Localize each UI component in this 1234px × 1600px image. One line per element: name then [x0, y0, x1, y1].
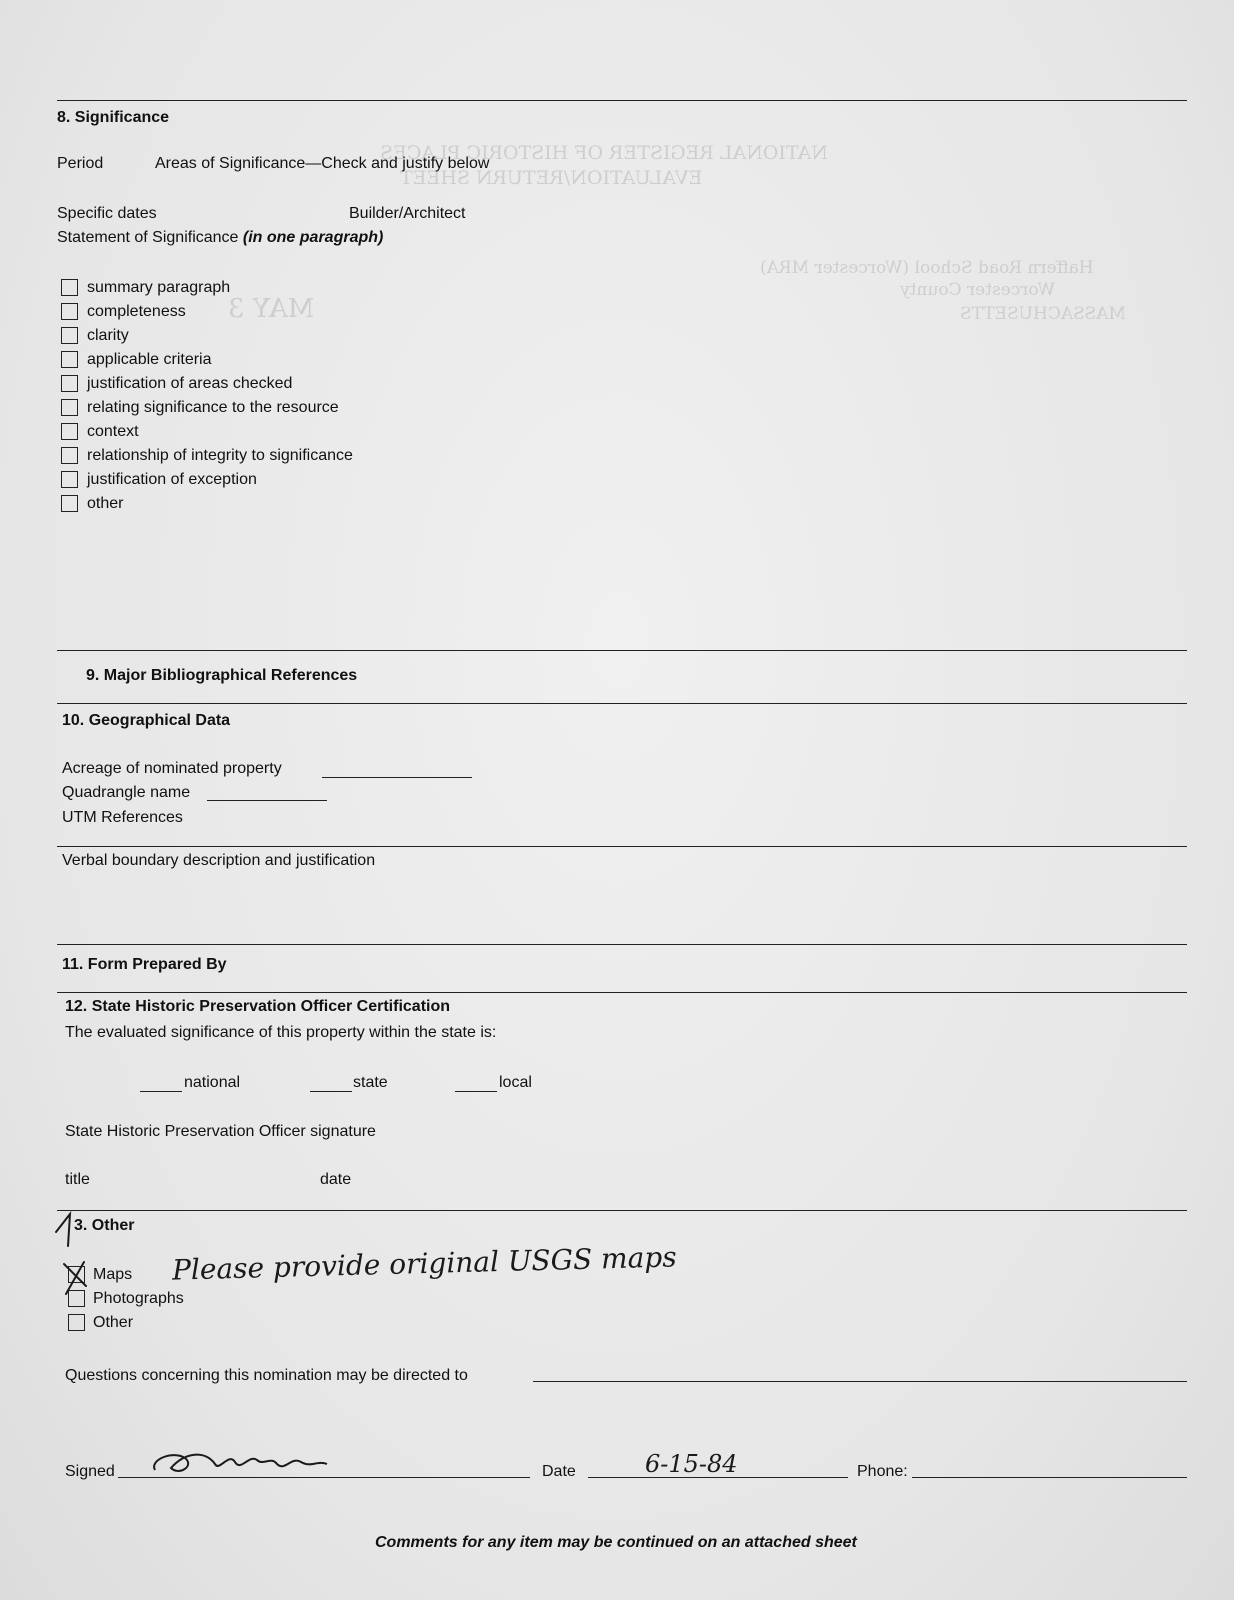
section-11-rule	[57, 944, 1187, 945]
section-8-heading: 8. Significance	[57, 109, 170, 126]
maps-check-mark	[60, 1258, 92, 1298]
phone-field[interactable]	[912, 1477, 1187, 1478]
section-12-heading: 12. State Historic Preservation Officer Certification	[65, 998, 451, 1015]
other-label: Maps	[93, 1266, 133, 1283]
section-10-rule	[57, 703, 1187, 704]
bleed-through-county: Worcester County	[900, 280, 1055, 300]
section-12-rule	[57, 992, 1187, 993]
questions-label: Questions concerning this nomination may be directed to	[65, 1367, 468, 1384]
statement-of-significance-label	[57, 230, 383, 246]
verbal-boundary-label: Verbal boundary description and justification	[62, 852, 376, 869]
checklist-checkbox[interactable]	[61, 303, 78, 320]
checklist-label: applicable criteria	[87, 351, 212, 368]
date-label: date	[320, 1171, 352, 1188]
builder-architect-label: Builder/Architect	[349, 205, 466, 222]
section-8-rule	[57, 100, 1187, 101]
section-9-heading: 9. Major Bibliographical References	[86, 667, 358, 684]
checklist-checkbox[interactable]	[61, 399, 78, 416]
checklist-checkbox[interactable]	[61, 375, 78, 392]
state-blank[interactable]	[310, 1091, 352, 1092]
footer-date-label: Date	[542, 1463, 576, 1480]
other-label: Other	[93, 1314, 134, 1331]
section-12-intro: The evaluated significance of this property within the state is:	[65, 1024, 497, 1041]
checklist-label: other	[87, 495, 124, 512]
questions-field[interactable]	[533, 1381, 1187, 1382]
checklist-label: relationship of integrity to significance	[87, 447, 353, 464]
bleed-through-subtitle: EVALUATION/RETURN SHEET	[400, 167, 703, 189]
other-checkbox[interactable]	[68, 1314, 85, 1331]
specific-dates-label: Specific dates	[57, 205, 157, 222]
shpo-signature-label: State Historic Preservation Officer signature	[65, 1123, 376, 1140]
section-11-heading: 11. Form Prepared By	[62, 956, 227, 973]
checklist-checkbox[interactable]	[61, 495, 78, 512]
section-13-rule	[57, 1210, 1187, 1211]
checklist-checkbox[interactable]	[61, 471, 78, 488]
level-local: local	[499, 1074, 532, 1091]
quadrangle-label: Quadrangle name	[62, 784, 191, 801]
section-10-heading: 10. Geographical Data	[62, 712, 231, 729]
checklist-label: summary paragraph	[87, 279, 231, 296]
checklist-checkbox[interactable]	[61, 447, 78, 464]
phone-label: Phone:	[857, 1463, 908, 1480]
handwritten-one-mark	[52, 1210, 82, 1248]
checklist-checkbox[interactable]	[61, 351, 78, 368]
local-blank[interactable]	[455, 1091, 497, 1092]
checklist-label: relating significance to the resource	[87, 399, 339, 416]
checklist-checkbox[interactable]	[61, 423, 78, 440]
section-13-heading: 3. Other	[74, 1217, 135, 1234]
quadrangle-field[interactable]	[207, 800, 327, 801]
acreage-label: Acreage of nominated property	[62, 760, 282, 777]
verbal-boundary-rule	[57, 846, 1187, 847]
handwritten-signature	[145, 1442, 345, 1482]
bleed-through-stamp: MAY 3	[228, 294, 315, 324]
statement-label-note: (in one paragraph)	[242, 229, 384, 246]
checklist-label: completeness	[87, 303, 186, 320]
checklist-label: clarity	[87, 327, 129, 344]
checklist-checkbox[interactable]	[61, 327, 78, 344]
checklist-label: justification of exception	[87, 471, 257, 488]
bleed-through-property: Haffern Road School (Worcester MRA)	[760, 258, 1094, 278]
statement-label-text: Statement of Significance	[57, 229, 239, 246]
bleed-through-title: NATIONAL REGISTER OF HISTORIC PLACES	[380, 142, 828, 164]
other-label: Photographs	[93, 1290, 184, 1307]
checklist-checkbox[interactable]	[61, 279, 78, 296]
acreage-field[interactable]	[322, 777, 472, 778]
handwritten-note: Please provide original USGS maps	[171, 1240, 677, 1287]
areas-of-significance-label: Areas of Significance—Check and justify below	[155, 155, 490, 172]
checklist-label: justification of areas checked	[87, 375, 293, 392]
title-label: title	[65, 1171, 90, 1188]
section-9-rule	[57, 650, 1187, 651]
signed-label: Signed	[65, 1463, 115, 1480]
bleed-through-state: MASSACHUSETTS	[960, 304, 1126, 324]
footer-date-value: 6-15-84	[645, 1450, 738, 1478]
footer-note: Comments for any item may be continued on an attached sheet	[375, 1534, 857, 1551]
level-national: national	[184, 1074, 241, 1091]
national-blank[interactable]	[140, 1091, 182, 1092]
utm-references-label: UTM References	[62, 809, 183, 826]
checklist-label: context	[87, 423, 139, 440]
period-label: Period	[57, 155, 104, 172]
level-state: state	[353, 1074, 388, 1091]
